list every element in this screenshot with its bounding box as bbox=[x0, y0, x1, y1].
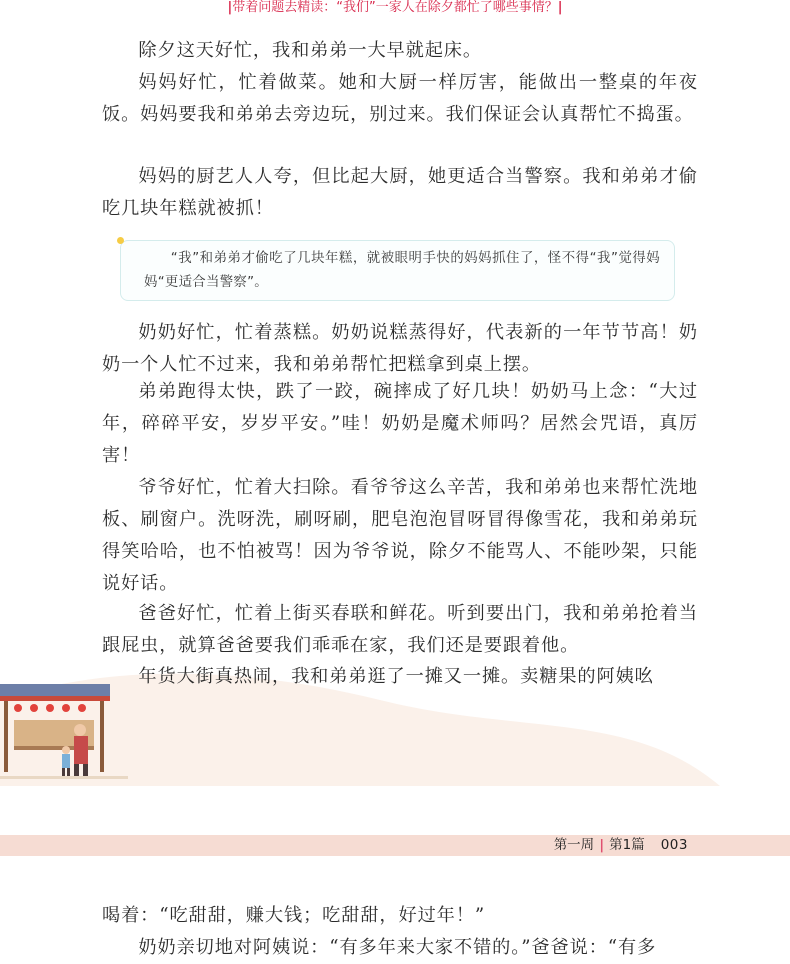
reading-guide-banner bbox=[0, 0, 790, 22]
banner-text: 带着问题去精读：“我们”一家人在除夕都忙了哪些事情？ bbox=[232, 0, 558, 15]
page-footer bbox=[554, 835, 688, 856]
footer-chapter: 第1篇 bbox=[609, 837, 645, 853]
page-number: 003 bbox=[660, 837, 688, 853]
new-year-stall-illustration bbox=[0, 676, 130, 784]
next-page-line-1: 喝着：“吃甜甜，赚大钱；吃甜甜，好过年！” bbox=[102, 905, 486, 926]
footer-week: 第一周 bbox=[553, 837, 595, 853]
paragraph-7: 爸爸好忙，忙着上街买春联和鲜花。听到要出门，我和弟弟抢着当跟屁虫，就算爸爸要我们乖乖在家，我们还是要跟着他。 bbox=[102, 603, 698, 656]
next-page-line-2: 奶奶亲切地对阿姨说：“有多年来大家不错的。”爸爸说：“有多 bbox=[138, 937, 657, 958]
paragraph-5: 弟弟跑得太快，跌了一跤，碗摔成了好几块！奶奶马上念：“大过年，碎碎平安，岁岁平安。”哇！奶奶是魔术师吗？居然会咒语，真厉害！ bbox=[102, 381, 698, 466]
paragraph-6: 爷爷好忙，忙着大扫除。看爷爷这么辛苦，我和弟弟也来帮忙洗地板、刷窗户。洗呀洗，刷呀刷，肥皂泡泡冒呀冒得像雪花，我和弟弟玩得笑哈哈，也不怕被骂！因为爷爷说，除夕不能骂人、不能吵架，只能说好话。 bbox=[102, 477, 698, 594]
paragraph-1: 除夕这天好忙，我和弟弟一大早就起床。 bbox=[138, 40, 482, 61]
banner-left-bar: | bbox=[227, 0, 233, 15]
footer-separator: | bbox=[599, 837, 605, 853]
paragraph-8: 年货大街真热闹，我和弟弟逛了一摊又一摊。卖糖果的阿姨吆 bbox=[138, 666, 654, 687]
banner-right-bar: | bbox=[557, 0, 563, 15]
paragraph-3: 妈妈的厨艺人人夸，但比起大厨，她更适合当警察。我和弟弟才偷吃几块年糕就被抓！ bbox=[102, 166, 698, 219]
paragraph-4: 奶奶好忙，忙着蒸糕。奶奶说糕蒸得好，代表新的一年节节高！奶奶一个人忙不过来，我和弟弟帮忙把糕拿到桌上摆。 bbox=[102, 322, 698, 375]
annotation-text: “我”和弟弟才偷吃了几块年糕，就被眼明手快的妈妈抓住了，怪不得“我”觉得妈妈“更适合当警察”。 bbox=[144, 251, 660, 290]
paragraph-2: 妈妈好忙，忙着做菜。她和大厨一样厉害，能做出一整桌的年夜饭。妈妈要我和弟弟去旁边玩，别过来。我们保证会认真帮忙不捣蛋。 bbox=[102, 72, 698, 125]
annotation-marker-dot bbox=[117, 237, 124, 244]
